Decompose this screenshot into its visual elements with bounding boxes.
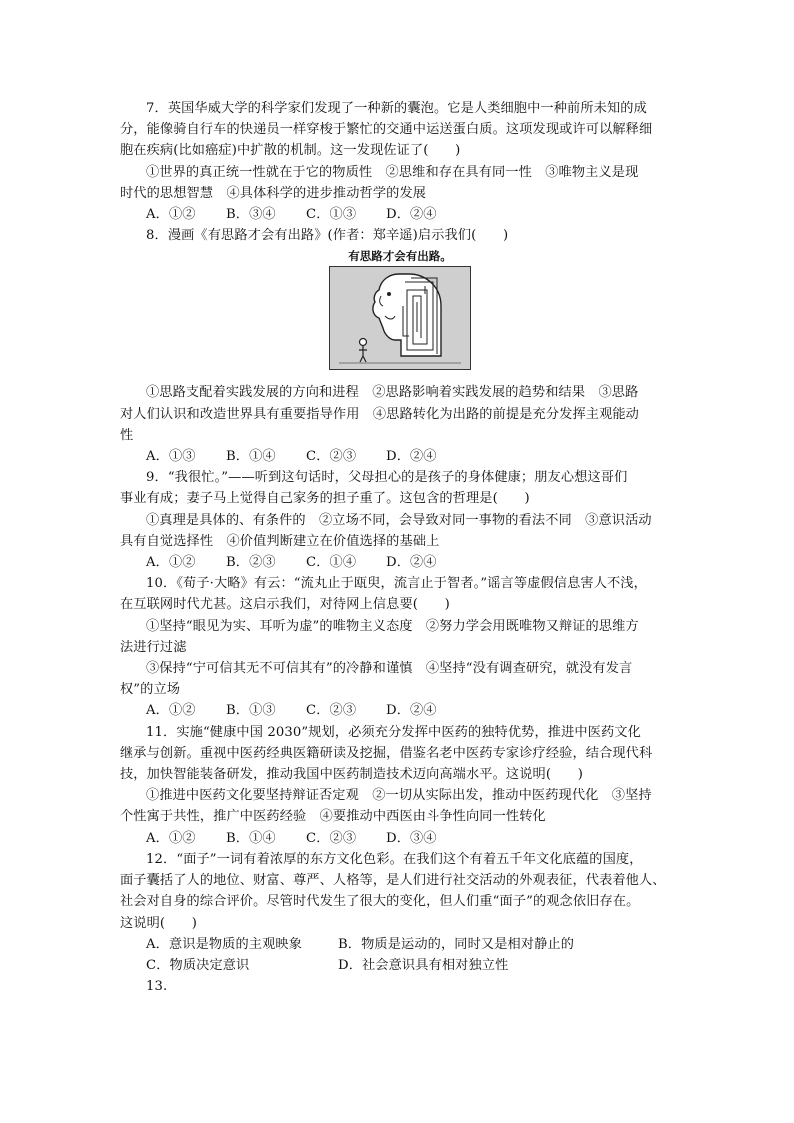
q10-option-b: B．①③: [226, 703, 276, 719]
q11-option-a: A．①②: [146, 830, 196, 846]
q7-options: [120, 204, 680, 225]
q9-option-c: C．①④: [306, 555, 357, 571]
q11-options: [120, 828, 680, 849]
q8-statements-line-2: 对人们认识和改造世界具有重要指导作用 ④思路转化为出路的前提是充分发挥主观能动: [120, 406, 639, 422]
q7-statements-line-2: 时代的思想智慧 ④具体科学的进步推动哲学的发展: [120, 185, 427, 201]
q8-options: [120, 446, 680, 467]
q10-statements-line-3: ③保持“宁可信其无不可信其有”的冷静和谨慎 ④坚持“没有调查研究，就没有发言: [146, 661, 633, 677]
q10-option-a: A．①②: [146, 703, 196, 719]
q11-option-b: B．①④: [226, 830, 276, 846]
q10-options: [120, 700, 680, 721]
q12-option-d: D．社会意识具有相对独立性: [338, 957, 509, 973]
q8-figure-caption: 有思路才会有出路。: [348, 249, 452, 264]
q8-option-a: A．①③: [146, 449, 196, 465]
q10-stem-line-1: 10．《荀子·大略》有云：“流丸止于瓯臾，流言止于智者。”谣言等虚假信息害人不浅，: [146, 576, 647, 592]
q11-stem-line-2: 继承与创新。重视中医药经典医籍研读及挖掘，借鉴名老中医药专家诊疗经验，结合现代科: [120, 745, 653, 761]
question-12: [120, 849, 680, 976]
question-8: [120, 225, 680, 467]
question-10: [120, 573, 680, 721]
exam-page: [120, 98, 680, 997]
q12-stem-line-2: 面子囊括了人的地位、财富、尊严、人格等，是人们进行社交活动的外观表征，代表着他人、: [120, 873, 666, 889]
q9-stem-line-2: 事业有成；妻子马上觉得自己家务的担子重了。这包含的哲理是( ): [120, 491, 530, 507]
q8-option-d: D．②④: [386, 449, 437, 465]
q10-option-d: D．②④: [386, 703, 437, 719]
q8-option-b: B．①④: [226, 449, 276, 465]
q8-option-c: C．②③: [306, 449, 357, 465]
q8-statements-line-1: ①思路支配着实践发展的方向和进程 ②思路影响着实践发展的趋势和结果 ③思路: [146, 385, 639, 401]
q11-statements-line-2: 个性寓于共性，推广中医药经验 ④要推动中西医由斗争性向同一性转化: [120, 809, 546, 825]
q7-stem-line-2: 分，能像骑自行车的快递员一样穿梭于繁忙的交通中运送蛋白质。这项发现或许可以解释细: [120, 122, 653, 138]
q7-statements-line-1: ①世界的真正统一性就在于它的物质性 ②思维和存在具有同一性 ③唯物主义是现: [146, 164, 639, 180]
q11-stem-line-1: 11．实施“健康中国 2030”规划，必须充分发挥中医药的独特优势，推进中医药文化: [146, 724, 641, 740]
q9-statements-line-2: 具有自觉选择性 ④价值判断建立在价值选择的基础上: [120, 533, 440, 549]
q11-option-d: D．③④: [386, 830, 437, 846]
q12-option-a: A．意识是物质的主观映象: [146, 936, 303, 952]
question-11: [120, 722, 680, 849]
q7-stem-line-1: 7．英国华威大学的科学家们发现了一种新的囊泡。它是人类细胞中一种前所未知的成: [146, 101, 647, 116]
q11-option-c: C．②③: [306, 830, 357, 846]
q9-stem-line-1: 9．“我很忙。”——听到这句话时，父母担心的是孩子的身体健康；朋友心想这哥们: [146, 470, 628, 486]
question-7: [120, 98, 680, 225]
q7-option-a: A．①②: [146, 207, 196, 223]
q11-stem-line-3: 技，加快智能装备研发，推动我国中医药制造技术迈向高端水平。这说明( ): [120, 767, 583, 783]
q9-options: [120, 552, 680, 573]
question-13-number: 13.: [146, 979, 168, 995]
question-9: [120, 467, 680, 573]
q10-statements-line-4: 权”的立场: [120, 682, 181, 698]
q12-options-row-2: [120, 955, 680, 976]
q11-statements-line-1: ①推进中医药文化要坚持辩证否定观 ②一切从实际出发，推动中医药现代化 ③坚持: [146, 788, 652, 804]
q7-option-b: B．③④: [226, 207, 276, 223]
q12-options-row-1: [120, 934, 680, 955]
q7-option-c: C．①③: [306, 207, 357, 223]
q10-stem-line-2: 在互联网时代尤甚。这启示我们，对待网上信息要( ): [120, 597, 450, 613]
q7-stem-line-3: 胞在疾病(比如癌症)中扩散的机制。这一发现佐证了( ): [120, 143, 461, 159]
q10-statements-line-1: ①坚持“眼见为实、耳听为虚”的唯物主义态度 ②努力学会用既唯物又辩证的思维方: [146, 618, 639, 634]
q8-statements-line-3: 性: [120, 427, 134, 443]
q7-option-d: D．②④: [386, 207, 437, 223]
q9-option-d: D．②④: [386, 555, 437, 571]
q12-stem-line-4: 这说明( ): [120, 915, 198, 931]
q9-statements-line-1: ①真理是具体的、有条件的 ②立场不同，会导致对同一事物的看法不同 ③意识活动: [146, 512, 652, 528]
q12-stem-line-3: 社会对自身的综合评价。尽管时代发生了很大的变化，但人们重“面子”的观念依旧存在。: [120, 894, 640, 910]
q12-stem-line-1: 12．“面子”一词有着浓厚的东方文化色彩。在我们这个有着五千年文化底蕴的国度，: [146, 851, 643, 867]
q12-option-c: C．物质决定意识: [146, 957, 250, 973]
q10-statements-line-2: 法进行过滤: [120, 639, 187, 655]
maze-head-cartoon-icon: [329, 266, 471, 370]
q8-cartoon-figure: [120, 248, 680, 374]
q9-option-b: B．②③: [226, 555, 276, 571]
q8-stem: 8．漫画《有思路才会有出路》(作者：郑辛遥)启示我们( ): [146, 228, 509, 244]
q9-option-a: A．①②: [146, 555, 196, 571]
q10-option-c: C．②③: [306, 703, 357, 719]
q12-option-b: B．物质是运动的，同时又是相对静止的: [338, 936, 575, 952]
